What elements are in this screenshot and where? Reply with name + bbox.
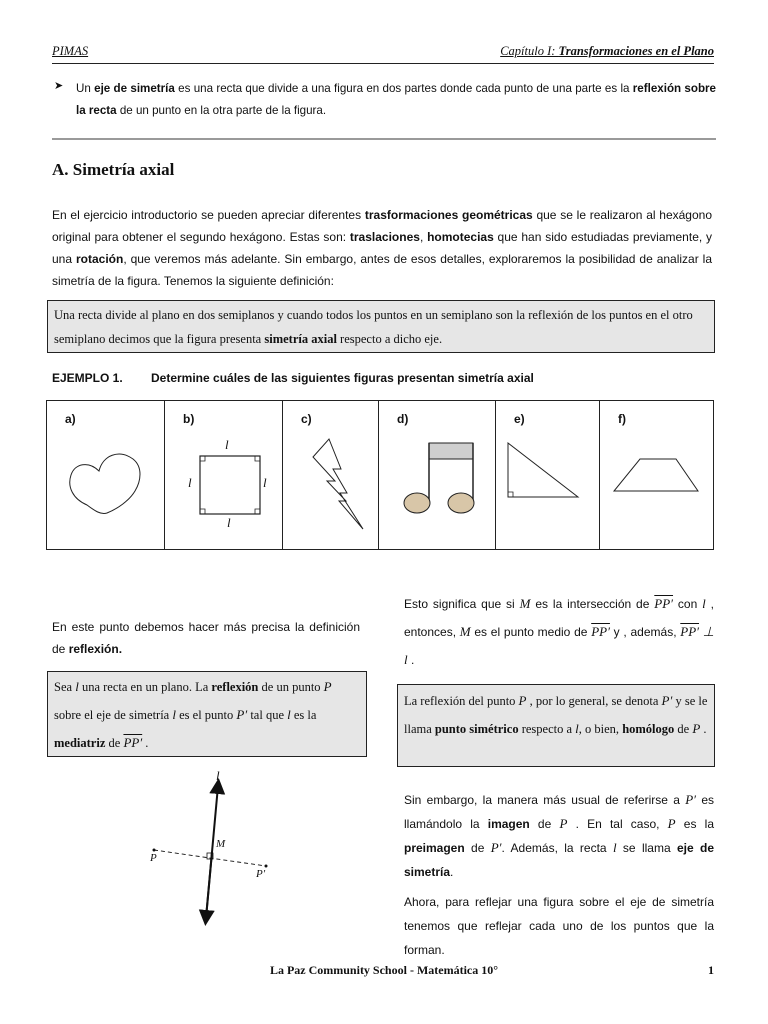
example-title: EJEMPLO 1. (52, 371, 123, 385)
symmetric-point-box: La reflexión del punto P , por lo general, se denota P′ y se le llama punto simétrico respecto a l, o bien, homólogo de P . (397, 684, 715, 767)
section-divider (52, 138, 716, 140)
reflection-intro-paragraph: En este punto debemos hacer más precisa la definición de reflexión. (52, 620, 360, 656)
midpoint-paragraph: Esto significa que si M es la intersección de PP′ con l , entonces, M es el punto medio de PP′ y , además, PP′ ⊥ l . (404, 596, 715, 667)
figure-cell-c (283, 401, 379, 549)
trapezoid-figure (600, 401, 713, 549)
figure-cell-f (600, 401, 713, 549)
point-p-label: P (150, 852, 157, 864)
figure-cell-d (379, 401, 496, 549)
square-side-label: l (227, 515, 231, 530)
bullet-arrow-icon: ➤ (54, 80, 64, 92)
line-l-label: l (216, 768, 220, 783)
figure-label: b) (183, 412, 195, 426)
figure-cell-b (165, 401, 283, 549)
square-side-label: l (188, 475, 192, 490)
figure-cell-e (496, 401, 600, 549)
footer-text: La Paz Community School - Matemática 10° (269, 963, 499, 977)
square-side-label: l (225, 437, 229, 452)
right-triangle-figure (496, 401, 600, 549)
section-title: A. Simetría axial (52, 160, 175, 179)
reflection-definition-box: Sea l una recta en un plano. La reflexión de un punto P sobre el eje de simetría l es el punto P′ tal que l es la mediatriz de PP′ . (47, 671, 367, 757)
reflection-diagram-drawing (140, 768, 280, 938)
header-left: PIMAS (52, 44, 89, 58)
square-side-label: l (263, 475, 267, 490)
example-description: Determine cuáles de las siguientes figuras presentan simetría axial (151, 371, 534, 385)
figure-label: c) (301, 412, 312, 426)
figure-label: a) (65, 412, 76, 426)
axial-symmetry-definition-box: Una recta divide al plano en dos semiplanos y cuando todos los puntos en un semiplano son la reflexión de los puntos en el otro semiplano decimos que la figura presenta simetría axial respecto a dicho eje. (47, 300, 715, 353)
figure-label: e) (514, 412, 525, 426)
figure-cell-a (47, 401, 165, 549)
music-note-figure (379, 401, 496, 549)
axis-definition-text: Un eje de simetría es una recta que divide a una figura en dos partes donde cada punto de una parte es la reflexión sobre la recta de un punto en la otra parte de la figura. (76, 82, 716, 117)
figure-label: d) (397, 412, 409, 426)
intro-paragraph: En el ejercicio introductorio se pueden apreciar diferentes trasformaciones geométricas que se le realizaron al hexágono original para obtener el segundo hexágono. Estas son: traslaciones, homotecias que han sido estudiadas previamente, y una rotación, que veremos más adelante. Sin embargo, antes de esos detalles, exploraremos la posibilidad de analizar la simetría de la figura. Tenemos la siguiente definición: (52, 208, 713, 288)
header-rule (52, 63, 714, 64)
figure-label: f) (618, 412, 626, 426)
reflect-figure-paragraph: Ahora, para reflejar una figura sobre el eje de simetría tenemos que reflejar cada uno de los puntos que la forman. (404, 895, 714, 957)
header-right: Capítulo I: Transformaciones en el Plano (500, 44, 714, 58)
page-number: 1 (708, 963, 714, 977)
point-m-label: M (216, 838, 226, 850)
reflection-diagram (140, 768, 280, 938)
image-preimage-paragraph: Sin embargo, la manera más usual de referirse a P′ es llamándolo la imagen de P . En tal caso, P es la preimagen de P′. Además, la recta l se llama eje de simetría. (404, 792, 714, 879)
heart-figure (47, 401, 165, 549)
lightning-figure (283, 401, 379, 549)
figures-table (46, 400, 714, 550)
point-p-prime-label: P′ (256, 868, 266, 880)
